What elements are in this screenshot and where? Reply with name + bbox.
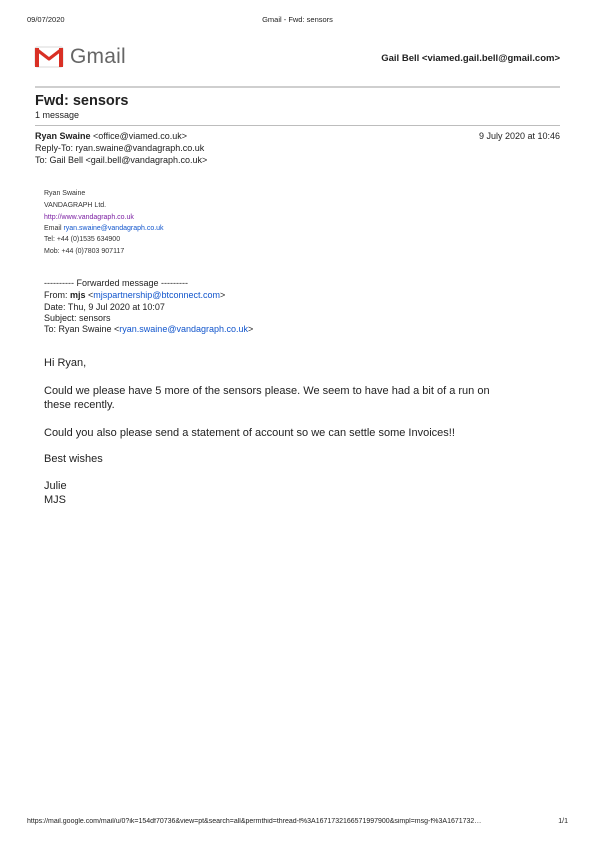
forwarded-date: Date: Thu, 9 Jul 2020 at 10:07 xyxy=(44,302,165,312)
print-url: https://mail.google.com/mail/u/0?ik=154df70736&view=pt&search=all&permthid=thread-f%3A1671732166571997900&simpl=msg-f%3A1671732… xyxy=(27,818,482,825)
body-org: MJS xyxy=(44,494,66,506)
body-paragraph-1-line-2: these recently. xyxy=(44,399,115,411)
gmail-envelope-icon xyxy=(34,46,64,68)
print-title: Gmail - Fwd: sensors xyxy=(262,15,333,24)
thread-subject: Fwd: sensors xyxy=(35,93,129,109)
gmail-logo[interactable] xyxy=(34,45,126,69)
signature-mob: Mob: +44 (0)7803 907117 xyxy=(44,248,125,255)
body-closing: Best wishes xyxy=(44,453,103,465)
forwarded-subject: Subject: sensors xyxy=(44,313,111,323)
account-name: Gail Bell <viamed.gail.bell@gmail.com> xyxy=(381,53,560,64)
message-date: 9 July 2020 at 10:46 xyxy=(478,131,560,141)
signature-email xyxy=(44,225,164,232)
forwarded-from-open: < xyxy=(85,290,94,300)
forwarded-banner: ---------- Forwarded message --------- xyxy=(44,278,188,288)
forwarded-to xyxy=(44,324,253,334)
message-count: 1 message xyxy=(35,110,80,120)
forwarded-to-close: > xyxy=(248,324,254,334)
gmail-wordmark: Gmail xyxy=(70,45,126,68)
forwarded-from-name: mjs xyxy=(70,290,86,300)
signature-email-label: Email xyxy=(44,225,64,232)
forwarded-to-label: To: Ryan Swaine < xyxy=(44,324,120,334)
body-greeting: Hi Ryan, xyxy=(44,357,87,369)
signature-tel: Tel: +44 (0)1535 634900 xyxy=(44,236,121,243)
signature-website-link[interactable]: http://www.vandagraph.co.uk xyxy=(44,214,134,221)
print-page-number: 1/1 xyxy=(558,818,568,825)
header-divider xyxy=(35,86,560,88)
body-sender: Julie xyxy=(44,480,67,492)
body-paragraph-1-line-1: Could we please have 5 more of the sensors please. We seem to have had a bit of a run on xyxy=(44,385,490,397)
message-to: To: Gail Bell <gail.bell@vandagraph.co.uk> xyxy=(35,155,208,165)
forwarded-from xyxy=(44,290,225,300)
body-paragraph-2: Could you also please send a statement of account so we can settle some Invoices!! xyxy=(44,427,455,439)
signature-company: VANDAGRAPH Ltd. xyxy=(44,202,107,209)
forwarded-to-email-link[interactable]: ryan.swaine@vandagraph.co.uk xyxy=(119,324,249,334)
print-date: 09/07/2020 xyxy=(27,15,65,24)
forwarded-from-close: > xyxy=(219,290,226,300)
signature-email-link[interactable]: ryan.swaine@vandagraph.co.uk xyxy=(63,225,164,232)
sender-name: Ryan Swaine xyxy=(35,131,91,141)
message-from xyxy=(35,131,187,141)
forwarded-from-label: From: xyxy=(44,290,70,300)
message-divider xyxy=(35,125,560,126)
forwarded-from-email-link[interactable]: mjspartnership@btconnect.com xyxy=(93,290,220,300)
signature-name: Ryan Swaine xyxy=(44,190,86,197)
message-reply-to: Reply-To: ryan.swaine@vandagraph.co.uk xyxy=(35,143,205,153)
sender-email: <office@viamed.co.uk> xyxy=(93,131,188,141)
